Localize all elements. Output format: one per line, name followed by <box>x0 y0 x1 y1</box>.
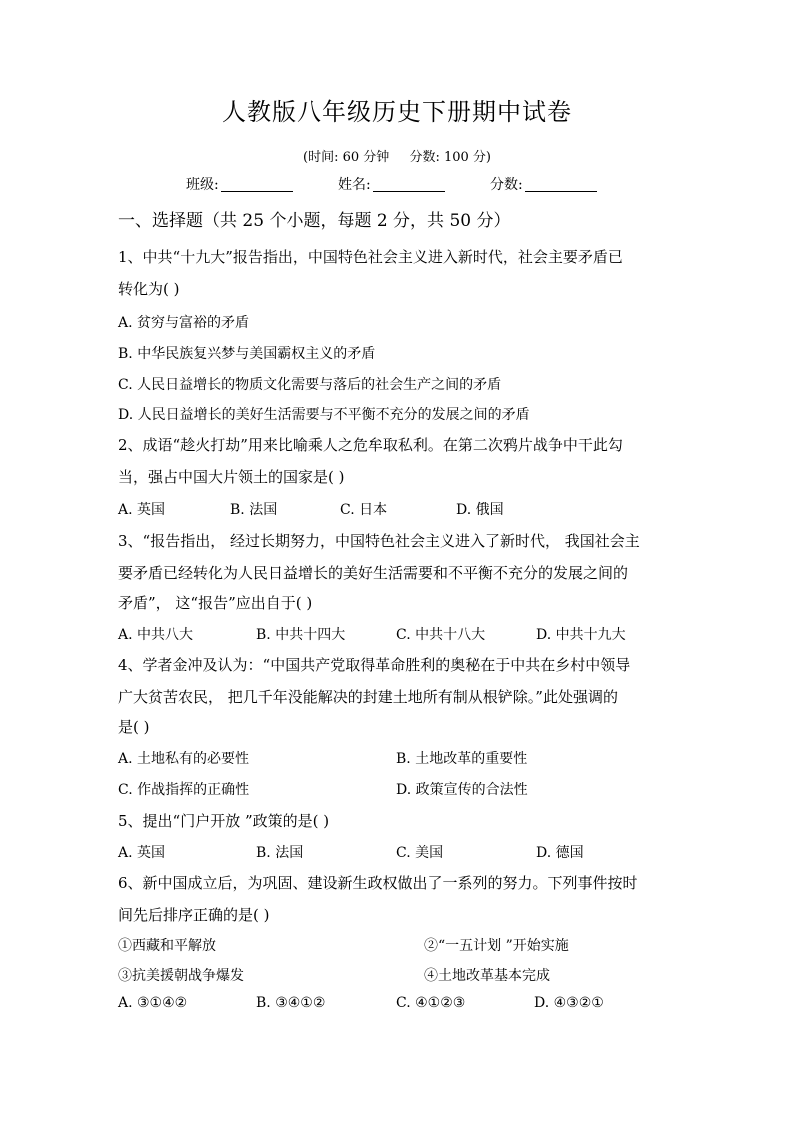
question-6-option-a: A. ③①④② <box>118 995 188 1011</box>
score-field <box>490 174 597 194</box>
question-6-option-b: B. ③④①② <box>256 995 326 1011</box>
exam-meta <box>0 146 794 165</box>
question-6-line-2: 间先后排序正确的是( ) <box>118 906 270 924</box>
question-2-line-2: 当，强占中国大片领土的国家是( ) <box>118 468 345 486</box>
question-4-option-a: A. 土地私有的必要性 <box>118 751 250 767</box>
question-1-line-2: 转化为( ) <box>118 280 180 298</box>
question-2-option-b: B. 法国 <box>230 502 278 518</box>
question-4-line-3: 是( ) <box>118 718 150 736</box>
question-1-line-1: 1、中共“十九大”报告指出，中国特色社会主义进入新时代，社会主要矛盾已 <box>118 248 623 266</box>
question-4-option-b: B. 土地改革的重要性 <box>396 751 528 767</box>
name-field <box>338 174 445 194</box>
question-2-option-c: C. 日本 <box>340 502 388 518</box>
score-blank <box>525 177 597 192</box>
name-label: 姓名: <box>338 177 371 193</box>
page-title: 人教版八年级历史下册期中试卷 <box>222 98 572 126</box>
class-blank <box>221 177 293 192</box>
question-5-option-b: B. 法国 <box>256 845 304 861</box>
exam-time: (时间: 60 分钟 <box>303 150 390 165</box>
question-2-line-1: 2、成语“趁火打劫”用来比喻乘人之危牟取私利。在第二次鸦片战争中干此勾 <box>118 436 623 454</box>
class-label: 班级: <box>186 177 219 193</box>
question-6-option-c: C. ④①②③ <box>396 995 466 1011</box>
question-1-option-a: A. 贫穷与富裕的矛盾 <box>118 315 250 331</box>
question-3-line-1: 3、“报告指出， 经过长期努力，中国特色社会主义进入了新时代， 我国社会主 <box>118 532 640 550</box>
question-5-option-a: A. 英国 <box>118 845 166 861</box>
question-2-option-d: D. 俄国 <box>456 502 504 518</box>
question-2-option-a: A. 英国 <box>118 502 166 518</box>
question-6-line-1: 6、新中国成立后，为巩固、建设新生政权做出了一系列的努力。下列事件按时 <box>118 874 638 892</box>
question-5-option-d: D. 德国 <box>536 845 584 861</box>
question-4-line-2: 广大贫苦农民， 把几千年没能解决的封建土地所有制从根铲除。”此处强调的 <box>118 688 618 706</box>
question-3-option-d: D. 中共十九大 <box>536 627 626 643</box>
question-6-item-2: ②“一五计划 ”开始实施 <box>424 938 569 954</box>
question-4-option-c: C. 作战指挥的正确性 <box>118 782 250 798</box>
question-1-option-d: D. 人民日益增长的美好生活需要与不平衡不充分的发展之间的矛盾 <box>118 407 530 423</box>
question-6-option-d: D. ④③②① <box>534 995 604 1011</box>
question-1-option-c: C. 人民日益增长的物质文化需要与落后的社会生产之间的矛盾 <box>118 377 502 393</box>
score-label: 分数: <box>490 177 523 193</box>
question-3-line-3: 矛盾”， 这“报告”应出自于( ) <box>118 594 313 612</box>
question-3-option-a: A. 中共八大 <box>118 627 194 643</box>
question-3-line-2: 要矛盾已经转化为人民日益增长的美好生活需要和不平衡不充分的发展之间的 <box>118 564 629 582</box>
question-6-item-1: ①西藏和平解放 <box>118 938 216 954</box>
name-blank <box>373 177 445 192</box>
exam-total-score: 分数: 100 分) <box>409 150 491 165</box>
question-6-item-3: ③抗美援朝战争爆发 <box>118 968 244 984</box>
class-field <box>186 174 293 194</box>
section-heading: 一、选择题（共 25 个小题，每题 2 分，共 50 分） <box>118 211 511 231</box>
question-3-option-c: C. 中共十八大 <box>396 627 486 643</box>
question-6-item-4: ④土地改革基本完成 <box>424 968 550 984</box>
question-1-option-b: B. 中华民族复兴梦与美国霸权主义的矛盾 <box>118 346 376 362</box>
question-5-line-1: 5、提出“门户开放 ”政策的是( ) <box>118 812 330 830</box>
question-5-option-c: C. 美国 <box>396 845 444 861</box>
question-4-option-d: D. 政策宣传的合法性 <box>396 782 528 798</box>
question-3-option-b: B. 中共十四大 <box>256 627 346 643</box>
question-4-line-1: 4、学者金冲及认为：“中国共产党取得革命胜利的奥秘在于中共在乡村中领导 <box>118 656 631 674</box>
